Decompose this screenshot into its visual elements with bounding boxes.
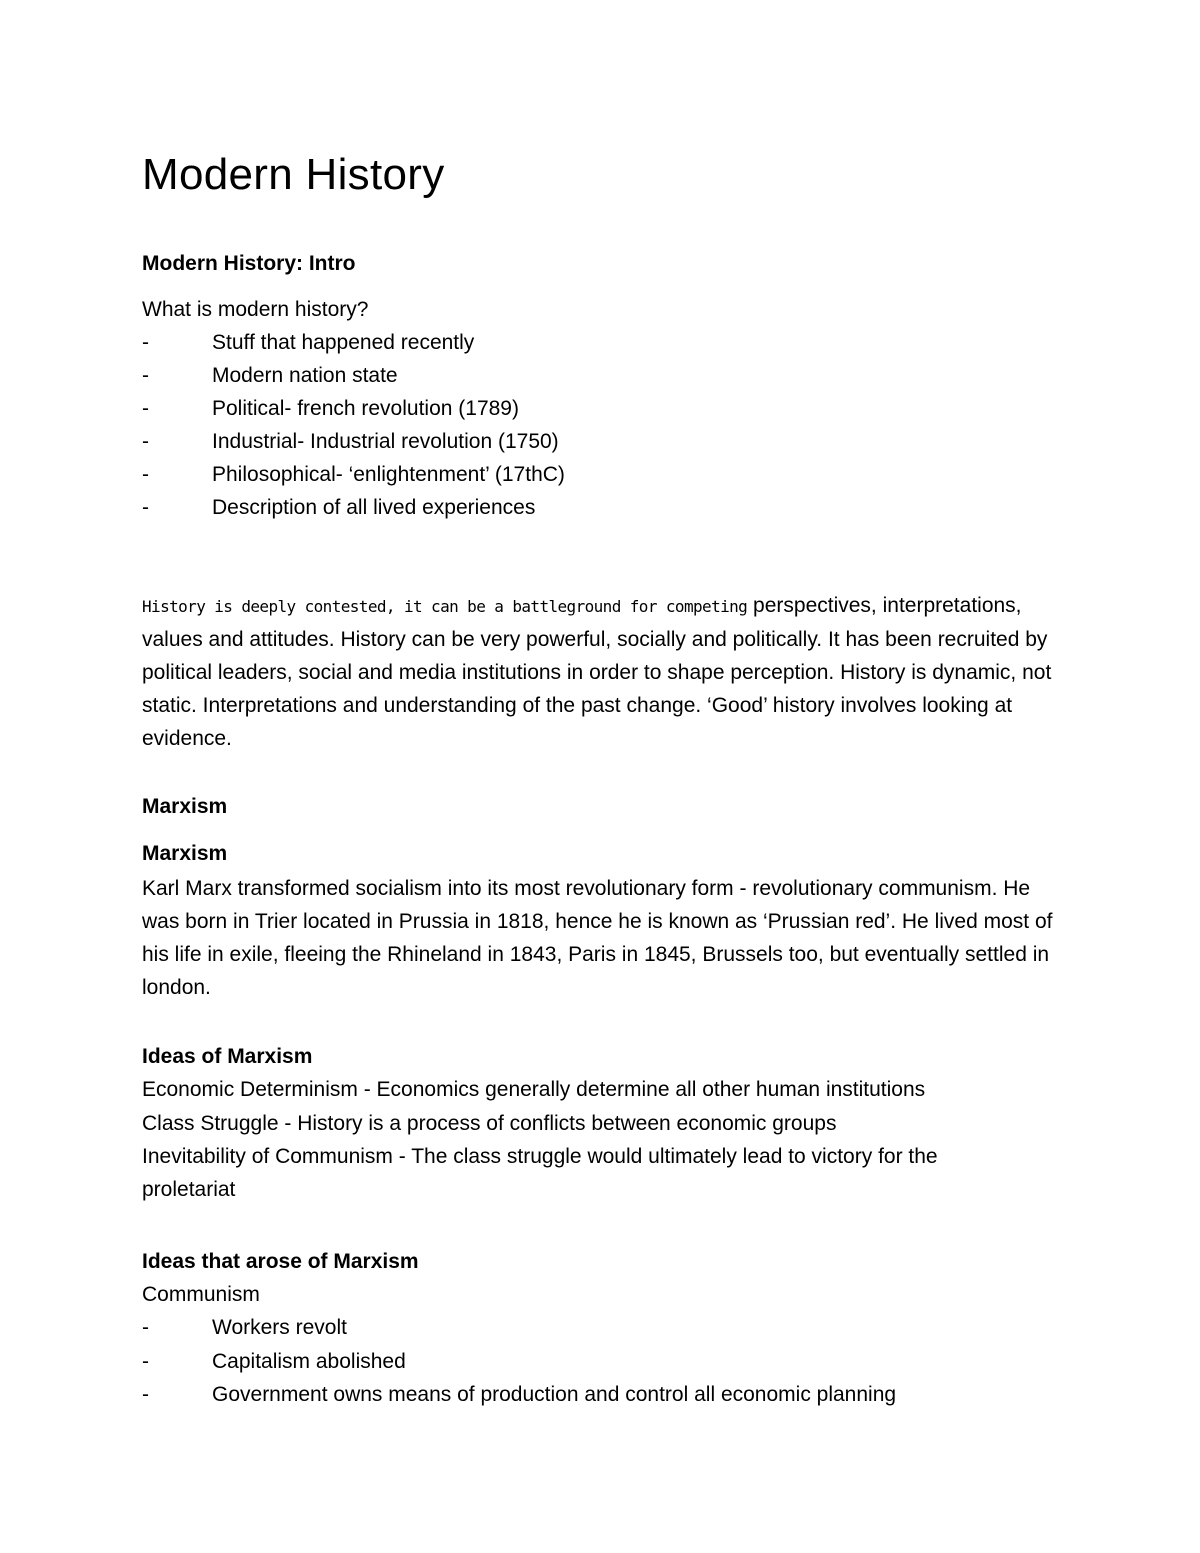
marxism-paragraph: Karl Marx transformed socialism into its most revolutionary form - revolutionary communism. He was born in Trier located in Prussia in 1818, hence he is known as ‘Prussian red’. He lived most of his life in exile, fleeing the Rhineland in 1843, Paris in 1845, Brussels too, but eventually settled in london. <box>142 877 1053 999</box>
section-heading-marxism: Marxism <box>142 795 228 818</box>
subheading-communism: Communism <box>142 1283 260 1306</box>
paragraph-rest: perspectives, interpretations, values and attitudes. History can be very powerful, socially and politically. It has been recruited by political leaders, social and media institutions in order to shape perception. History is dynamic, not static. Interpretations and understanding of the past change. ‘Good’ history involves looking at evidence. <box>142 594 1052 750</box>
section-heading-ideas: Ideas of Marxism <box>142 1045 313 1068</box>
section-heading-intro: Modern History: Intro <box>142 252 356 275</box>
page-title: Modern History <box>142 150 445 199</box>
intro-paragraph <box>142 589 1057 755</box>
intro-question: What is modern history? <box>142 298 369 321</box>
idea-line: Economic Determinism - Economics generally determine all other human institutions <box>142 1078 926 1101</box>
subheading-marxism: Marxism <box>142 842 228 865</box>
section-heading-arose: Ideas that arose of Marxism <box>142 1250 419 1273</box>
idea-line: Class Struggle - History is a process of conflicts between economic groups <box>142 1112 837 1135</box>
idea-line: Inevitability of Communism - The class struggle would ultimately lead to victory for the proletariat <box>142 1145 938 1201</box>
paragraph-lead: History is deeply contested, it can be a battleground for competing <box>142 597 748 616</box>
